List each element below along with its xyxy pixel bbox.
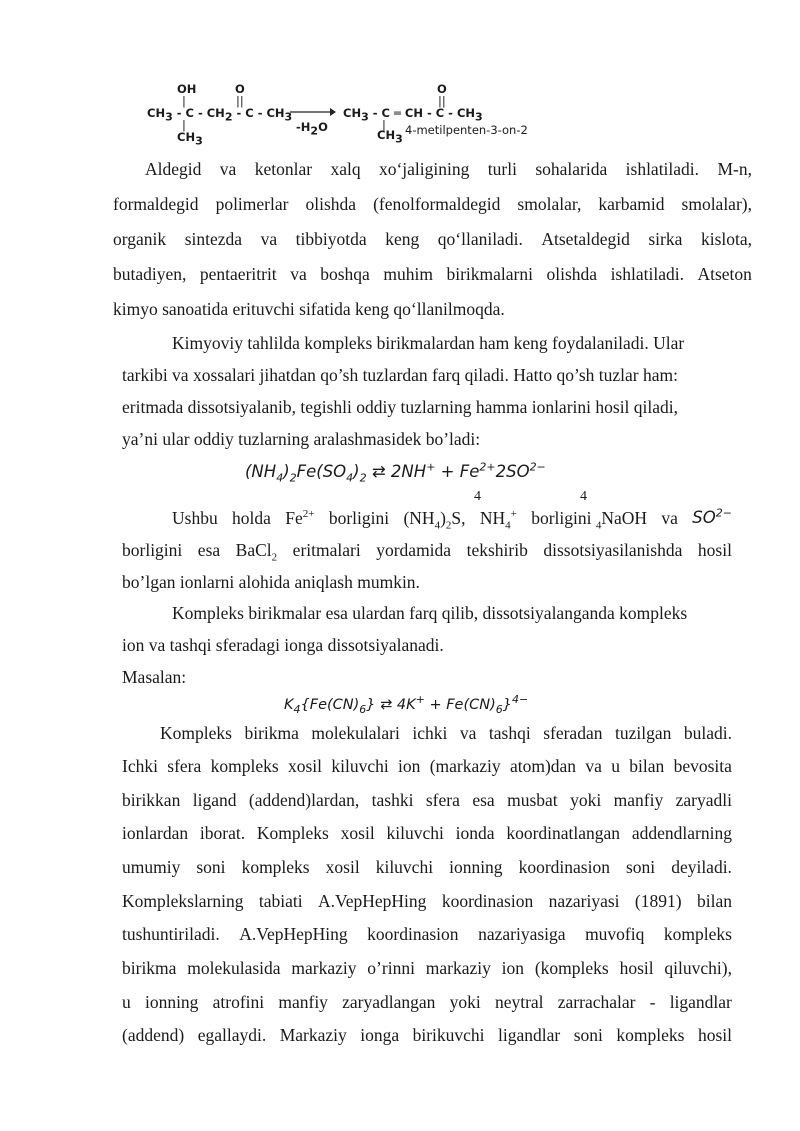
reaction-double-bond-right: || bbox=[438, 94, 446, 108]
paragraph-2-line-4: ya’ni ular oddiy tuzlarning aralashmasidek bo’ladi: bbox=[122, 429, 481, 449]
reaction-reactant: $CH_3$ - C - $CH_2$ - C - $CH_3$ bbox=[147, 106, 293, 124]
reaction-oxygen-right: O bbox=[437, 82, 447, 96]
reaction-bond-ch3: | bbox=[182, 118, 186, 132]
paragraph-2-line-1: Kimyoviy tahlilda kompleks birikmalardan ham keng foydalaniladi. Ular bbox=[172, 333, 685, 353]
paragraph-2-line-2: tarkibi va xossalari jihatdan qo’sh tuzlardan farq qiladi. Hatto qo’sh tuzlar ham: bbox=[122, 365, 678, 385]
paragraph-5-line-1: Kompleks birikma molekulalari ichki va tashqi sferadan tuzilgan buladi. bbox=[160, 723, 732, 743]
paragraph-5-line-6: Komplekslarning tabiati A.VepHepHing koordinasion nazariyasi (1891) bilan bbox=[122, 891, 732, 911]
paragraph-4-line-2: ion va tashqi sferadagi ionga dissotsiyalanadi. bbox=[122, 635, 444, 655]
reaction-product: $CH_3$ - C ═ CH - C - $CH_3$ bbox=[343, 106, 483, 124]
reaction-condition: $-H_2O$ bbox=[296, 120, 328, 138]
paragraph-5-line-10: (addend) egallaydi. Markaziy ionga birikuvchi ligandlar soni kompleks hosil bbox=[122, 1025, 732, 1045]
paragraph-5-line-8: birikma molekulasida markaziy o’rinni markaziy ion (kompleks hosil qiluvchi), bbox=[122, 958, 732, 978]
equation-1: $(NH_4)_2Fe(SO_4)_2$ ⇄ $2NH^+ + Fe^{2+}2SO^{2-}$ bbox=[245, 460, 546, 485]
equation-1-subscript-b: 4 bbox=[580, 489, 587, 504]
paragraph-5-line-7: tushuntiriladi. A.VepHepHing koordinasion nazariyasiga muvofiq kompleks bbox=[122, 924, 732, 944]
paragraph-2-line-3: eritmada dissotsiyalanib, tegishli oddiy tuzlarning hamma ionlarini hosil qiladi, bbox=[122, 397, 679, 417]
paragraph-5-line-2: Ichki sfera kompleks xosil kiluvchi ion (markaziy atom)dan va u bilan bevosita bbox=[122, 756, 732, 776]
reaction-arrow-icon bbox=[290, 106, 336, 118]
paragraph-5-line-4: ionlardan iborat. Kompleks xosil kiluvchi ionda koordinatlangan addendlarning bbox=[122, 823, 732, 843]
paragraph-1-line-1: Aldegid va ketonlar xalq xo‘jaligining turli sohalarida ishlatiladi. M-n, bbox=[145, 159, 752, 179]
reaction-bond-product: | bbox=[382, 118, 386, 132]
reaction-reactant-substituent: $CH_3$ bbox=[177, 130, 203, 148]
masalan-label: Masalan: bbox=[122, 667, 187, 687]
paragraph-1-line-4: butadiyen, pentaeritrit va boshqa muhim birikmalarni olishda ishlatiladi. Atseton bbox=[113, 264, 752, 284]
reaction-double-bond-left: || bbox=[236, 94, 244, 108]
paragraph-5-line-3: birikkan ligand (addend)lardan, tashki sfera esa musbat yoki manfiy zaryadli bbox=[122, 790, 732, 810]
equation-2: $K_4\{Fe(CN)_6\}$ ⇄ $4K^+ + Fe(CN)_6\}^{4-}$ bbox=[284, 693, 529, 716]
paragraph-3-line-1: Ushbu holda $Fe^{2+}$ borligini $(NH_4)_2S$, $NH_4^+$ borligini $_4$NaOH va $SO^{2-}$ bbox=[172, 506, 732, 532]
reaction-bond-oh: | bbox=[182, 94, 186, 108]
reaction-product-name: 4-metilpenten-3-on-2 bbox=[405, 123, 528, 137]
equation-1-subscript-a: 4 bbox=[474, 489, 481, 504]
paragraph-1-line-5: kimyo sanoatida erituvchi sifatida keng qo‘llanilmoqda. bbox=[113, 299, 505, 319]
reaction-product-substituent: $CH_3$ bbox=[377, 128, 403, 146]
paragraph-5-line-9: u ionning atrofini manfiy zaryadlangan yoki neytral zarrachalar - ligandlar bbox=[122, 992, 732, 1012]
paragraph-3-line-2: borligini esa BaCl$_2$ eritmalari yordamida tekshirib dissotsiyasilanishda hosil bbox=[122, 540, 732, 564]
paragraph-5-line-5: umumiy soni kompleks xosil kiluvchi ionning koordinasion soni deyiladi. bbox=[122, 857, 732, 877]
paragraph-4-line-1: Kompleks birikmalar esa ulardan farq qilib, dissotsiyalanganda kompleks bbox=[172, 603, 688, 623]
paragraph-1-line-2: formaldegid polimerlar olishda (fenolformaldegid smolalar, karbamid smolalar), bbox=[113, 194, 752, 214]
paragraph-3-line-3: bo’lgan ionlarni alohida aniqlash mumkin. bbox=[122, 572, 420, 592]
reaction-oh-group: OH bbox=[177, 82, 197, 96]
reaction-oxygen-left: O bbox=[235, 82, 245, 96]
paragraph-1-line-3: organik sintezda va tibbiyotda keng qo‘llaniladi. Atsetaldegid sirka kislota, bbox=[113, 229, 752, 249]
